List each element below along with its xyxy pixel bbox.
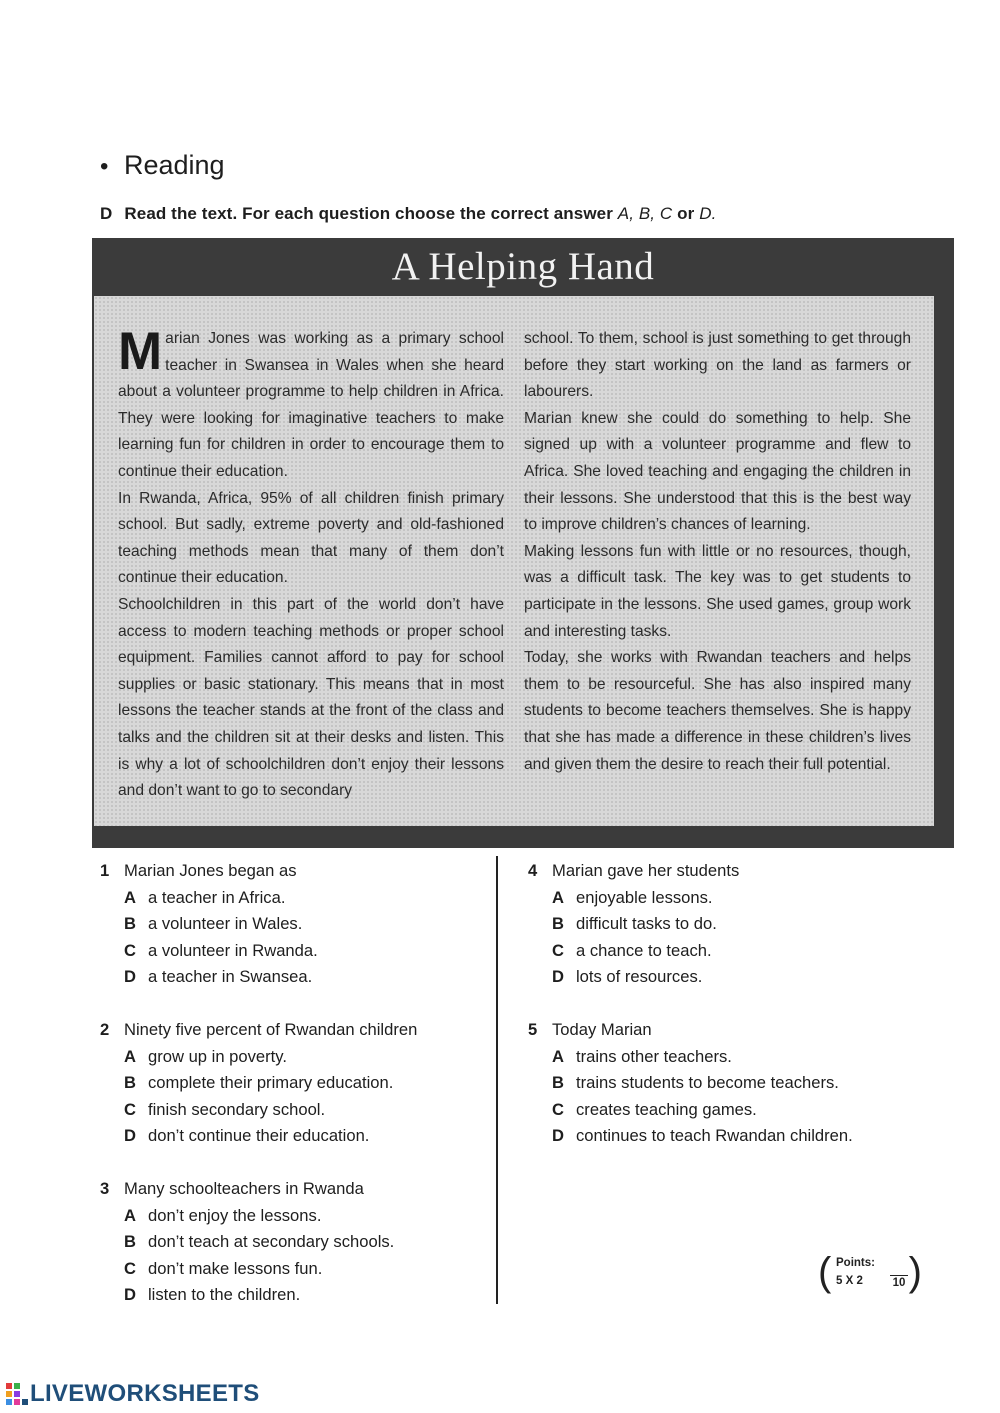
question-number: 1 xyxy=(100,861,110,880)
answer-option-b[interactable] xyxy=(100,911,490,938)
article-column-left xyxy=(118,322,504,805)
drop-cap: M xyxy=(118,322,163,381)
answer-option-c[interactable] xyxy=(100,1097,490,1124)
option-letter: D xyxy=(552,967,564,987)
question-stem xyxy=(100,1017,490,1044)
option-text: lots of resources. xyxy=(576,967,703,987)
option-letter: B xyxy=(552,1073,564,1093)
answer-option-c[interactable] xyxy=(528,938,928,965)
option-letter: A xyxy=(124,1046,136,1066)
option-text: don’t enjoy the lessons. xyxy=(148,1205,322,1225)
article-paragraph: Making lessons fun with little or no resources, though, was a difficult task. The key was to get students to participate in the lessons. She used games, group work and interesting tasks. xyxy=(524,542,911,640)
points-box xyxy=(818,1250,922,1300)
option-letter: A xyxy=(124,1205,136,1225)
answer-option-d[interactable] xyxy=(100,1123,490,1150)
answer-option-d[interactable] xyxy=(528,1123,928,1150)
option-letter: D xyxy=(124,967,136,987)
option-letter: C xyxy=(124,940,136,960)
question-text: Marian Jones began as xyxy=(124,861,297,880)
article-column-right xyxy=(524,326,911,778)
option-letter: C xyxy=(552,940,564,960)
article-paragraph: In Rwanda, Africa, 95% of all children finish primary school. But sadly, extreme poverty and old-fashioned teaching methods mean that many of them don’t continue their education. xyxy=(118,489,504,587)
option-text: listen to the children. xyxy=(148,1285,301,1305)
bullet: • xyxy=(100,153,109,180)
answer-option-a[interactable] xyxy=(100,1203,490,1230)
article-body xyxy=(94,296,934,826)
answer-option-a[interactable] xyxy=(528,1044,928,1071)
option-letter: B xyxy=(124,1073,136,1093)
article-title: A Helping Hand xyxy=(391,245,655,288)
answer-option-b[interactable] xyxy=(100,1070,490,1097)
instruction-text: Read the text. For each question choose the correct answer xyxy=(124,204,618,223)
option-text: difficult tasks to do. xyxy=(576,914,717,934)
answer-option-c[interactable] xyxy=(100,938,490,965)
option-letter: B xyxy=(552,914,564,934)
option-letter: A xyxy=(124,887,136,907)
option-text: creates teaching games. xyxy=(576,1099,757,1119)
question-1 xyxy=(100,858,490,991)
article-paragraph: Marian knew she could do something to help. She signed up with a volunteer programme and flew to Africa. She loved teaching and engaging the children in their lessons. She understood that this is the best way to improve children’s chances of learning. xyxy=(524,409,911,534)
instruction-letter: D xyxy=(100,204,113,223)
question-number: 5 xyxy=(528,1019,538,1039)
answer-option-a[interactable] xyxy=(528,885,928,912)
question-text: Today Marian xyxy=(552,1019,652,1039)
answer-option-b[interactable] xyxy=(100,1229,490,1256)
option-letter: A xyxy=(552,1046,564,1066)
option-text: a chance to teach. xyxy=(576,940,712,960)
option-text: continues to teach Rwandan children. xyxy=(576,1126,853,1146)
option-letter: D xyxy=(124,1126,136,1146)
option-text: grow up in poverty. xyxy=(148,1046,287,1066)
instruction-last-option: D. xyxy=(699,204,717,223)
instruction xyxy=(100,204,716,224)
question-stem xyxy=(100,858,490,885)
answer-option-d[interactable] xyxy=(100,1282,490,1309)
option-text: a volunteer in Wales. xyxy=(148,914,303,934)
option-letter: C xyxy=(124,1099,136,1119)
answer-option-c[interactable] xyxy=(528,1097,928,1124)
option-text: don’t teach at secondary schools. xyxy=(148,1232,395,1252)
question-2 xyxy=(100,1017,490,1150)
instruction-or: or xyxy=(672,204,700,223)
option-letter: A xyxy=(552,887,564,907)
points-label: Points: xyxy=(836,1257,875,1269)
option-text: complete their primary education. xyxy=(148,1073,394,1093)
question-5 xyxy=(528,1017,928,1150)
question-text: Ninety five percent of Rwandan children xyxy=(124,1019,418,1039)
liveworksheets-brand[interactable] xyxy=(6,1378,260,1410)
option-letter: B xyxy=(124,1232,136,1252)
question-3 xyxy=(100,1176,490,1309)
question-number: 2 xyxy=(100,1019,110,1039)
question-stem xyxy=(100,1176,490,1203)
article-paragraph: school. To them, school is just something to get through before they start working on the land as farmers or labourers. xyxy=(524,330,911,401)
answer-option-b[interactable] xyxy=(528,1070,928,1097)
option-letter: D xyxy=(552,1126,564,1146)
section-title: Reading xyxy=(124,150,225,180)
column-divider xyxy=(496,856,498,1304)
question-stem xyxy=(528,1017,928,1044)
option-letter: D xyxy=(124,1285,136,1305)
question-number: 3 xyxy=(100,1178,110,1198)
article-paragraph: Marian Jones was working as a primary school teacher in Swansea in Wales when she heard about a volunteer programme to help children in Africa. They were looking for imaginative teachers to make learning fun for children in order to encourage them to continue their education. xyxy=(118,322,504,480)
option-text: don’t continue their education. xyxy=(148,1126,370,1146)
answer-option-d[interactable] xyxy=(528,964,928,991)
article-paragraph: Today, she works with Rwandan teachers and helps them to be resourceful. She has also inspired many students to become teachers themselves. She is happy that she has made a difference in these children’s lives and given them the desire to reach their full potential. xyxy=(524,649,911,773)
question-text: Many schoolteachers in Rwanda xyxy=(124,1178,364,1198)
option-text: trains students to become teachers. xyxy=(576,1073,839,1093)
section-heading xyxy=(100,150,225,181)
points-total: 10 xyxy=(890,1275,908,1289)
option-text: a teacher in Swansea. xyxy=(148,967,313,987)
option-text: finish secondary school. xyxy=(148,1099,326,1119)
option-text: enjoyable lessons. xyxy=(576,887,713,907)
article-box xyxy=(92,238,954,848)
article-paragraph: Schoolchildren in this part of the world don’t have access to modern teaching methods or proper school equipment. Families cannot afford to pay for school supplies or basic stationary. This means that in most lessons the teacher stands at the front of the class and talks and the children sit at their desks and listen. This is why a lot of schoolchildren don’t enjoy their lessons and don’t want to go to secondary xyxy=(118,595,504,800)
liveworksheets-logo-icon xyxy=(6,1381,28,1405)
option-text: a teacher in Africa. xyxy=(148,887,286,907)
instruction-options: A, B, C xyxy=(617,204,673,223)
answer-option-a[interactable] xyxy=(100,885,490,912)
option-text: trains other teachers. xyxy=(576,1046,732,1066)
questions-right-column xyxy=(528,858,928,1176)
question-text: Marian gave her students xyxy=(552,861,740,880)
answer-option-c[interactable] xyxy=(100,1256,490,1283)
question-number: 4 xyxy=(528,861,538,880)
question-stem xyxy=(528,858,928,885)
answer-option-b[interactable] xyxy=(528,911,928,938)
option-letter: B xyxy=(124,914,136,934)
points-formula: 5 X 2 xyxy=(836,1275,863,1287)
points-paren-right: ) xyxy=(908,1250,922,1294)
points-paren-left: ( xyxy=(818,1250,832,1294)
question-4 xyxy=(528,858,928,991)
option-text: a volunteer in Rwanda. xyxy=(148,940,318,960)
questions-left-column xyxy=(100,858,490,1335)
answer-option-a[interactable] xyxy=(100,1044,490,1071)
option-letter: C xyxy=(552,1099,564,1119)
option-text: don’t make lessons fun. xyxy=(148,1258,323,1278)
brand-text: LIVEWORKSHEETS xyxy=(30,1380,260,1407)
option-letter: C xyxy=(124,1258,136,1278)
answer-option-d[interactable] xyxy=(100,964,490,991)
